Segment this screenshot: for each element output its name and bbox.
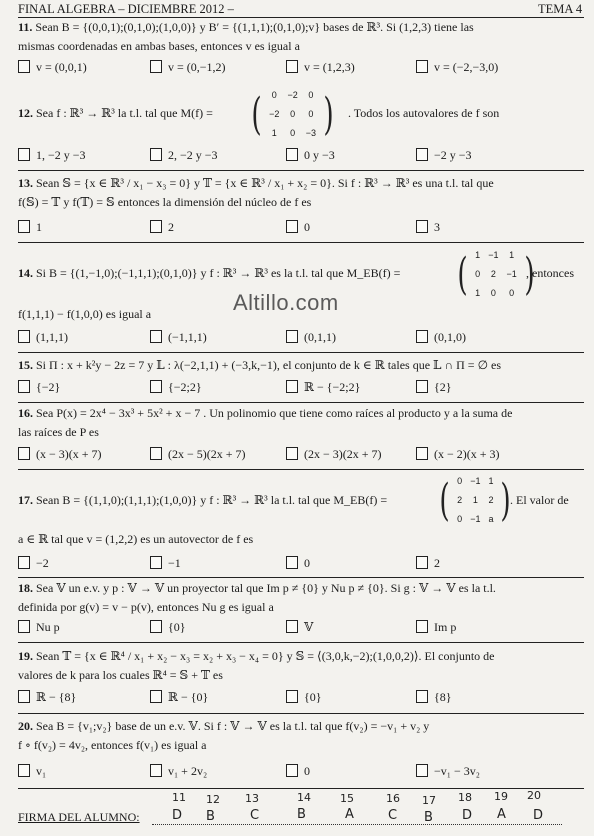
- options-19: [18, 690, 584, 708]
- option-d[interactable]: 3: [416, 220, 440, 235]
- question-number: 11.: [18, 20, 33, 34]
- options-11: [18, 60, 584, 78]
- question-text: Sea f : ℝ³ → ℝ³ la t.l. tal que M(f) =: [36, 106, 213, 120]
- answer-letter: A: [497, 807, 506, 822]
- option-a[interactable]: v = (0,0,1): [18, 60, 87, 75]
- checkbox[interactable]: [150, 620, 162, 633]
- option-d[interactable]: v = (−2,−3,0): [416, 60, 498, 75]
- option-c[interactable]: {0}: [286, 690, 322, 705]
- options-16: [18, 447, 584, 465]
- options-12: [18, 148, 584, 166]
- option-b[interactable]: 2: [150, 220, 174, 235]
- checkbox[interactable]: [18, 148, 30, 161]
- question-14: 14. Si B = {(1,−1,0);(−1,1,1);(0,1,0)} y f : ℝ³ → ℝ³ es la t.l. tal que M_EB(f) = ( 1 −1 1 0 2 −1 1 0 0 ) , entonces: [18, 244, 584, 302]
- question-12: 12. Sea f : ℝ³ → ℝ³ la t.l. tal que M(f) = ( 0 −2 0 −2 0 0 1 0 −3 ) . Todos los autovalores de f son: [18, 86, 584, 142]
- question-text: f(1,1,1) − f(1,0,0) es igual a: [18, 307, 152, 321]
- answer-number: 16: [386, 792, 400, 805]
- checkbox[interactable]: [150, 148, 162, 161]
- option-b[interactable]: {0}: [150, 620, 186, 635]
- question-text: mismas coordenadas en ambas bases, entonces v es igual a: [18, 39, 300, 53]
- answer-letter: B: [297, 807, 306, 822]
- divider: [18, 788, 584, 789]
- checkbox[interactable]: [150, 60, 162, 73]
- option-c[interactable]: 0: [286, 556, 310, 571]
- option-b[interactable]: (2x − 5)(2x + 7): [150, 447, 246, 462]
- checkbox[interactable]: [18, 620, 30, 633]
- option-d[interactable]: {8}: [416, 690, 452, 705]
- checkbox[interactable]: [18, 220, 30, 233]
- checkbox[interactable]: [416, 380, 428, 393]
- options-15: [18, 380, 584, 398]
- checkbox[interactable]: [18, 60, 30, 73]
- checkbox[interactable]: [416, 556, 428, 569]
- question-text: a ∈ ℝ tal que v = (1,2,2) es un autovector de f es: [18, 532, 254, 546]
- question-15: 15. Si Π : x + k²y − 2z = 7 y 𝕃 : λ(−2,1,1) + (−3,k,−1), el conjunto de k ∈ ℝ tales que 𝕃 ∩ Π = ∅ es: [18, 358, 502, 372]
- checkbox[interactable]: [416, 330, 428, 343]
- option-d[interactable]: 2: [416, 556, 440, 571]
- option-c[interactable]: 𝕍: [286, 620, 313, 635]
- option-a[interactable]: 1: [18, 220, 42, 235]
- answer-letter: D: [172, 808, 183, 823]
- checkbox[interactable]: [416, 690, 428, 703]
- answer-letter: C: [388, 808, 398, 823]
- checkbox[interactable]: [416, 447, 428, 460]
- answer-letter: B: [206, 809, 215, 824]
- option-d[interactable]: (x − 2)(x + 3): [416, 447, 500, 462]
- options-14: [18, 330, 584, 348]
- option-a[interactable]: 1, −2 y −3: [18, 148, 86, 163]
- option-c[interactable]: (2x − 3)(2x + 7): [286, 447, 382, 462]
- checkbox[interactable]: [286, 220, 298, 233]
- answer-number: 13: [245, 792, 259, 805]
- options-13: [18, 220, 584, 238]
- options-17: [18, 556, 584, 574]
- exam-title: FINAL ALGEBRA – DICIEMBRE 2012 –: [18, 2, 234, 16]
- checkbox[interactable]: [18, 330, 30, 343]
- checkbox[interactable]: [150, 330, 162, 343]
- signature-label: FIRMA DEL ALUMNO:: [18, 810, 140, 824]
- answer-number: 12: [206, 793, 220, 806]
- divider: [18, 402, 584, 403]
- checkbox[interactable]: [286, 620, 298, 633]
- checkbox[interactable]: [286, 60, 298, 73]
- checkbox[interactable]: [286, 380, 298, 393]
- checkbox[interactable]: [416, 220, 428, 233]
- divider: [18, 713, 584, 714]
- option-b[interactable]: {−2;2}: [150, 380, 202, 395]
- watermark: Altillo.com: [233, 290, 339, 315]
- signature-line: [152, 824, 562, 826]
- checkbox[interactable]: [150, 690, 162, 703]
- checkbox[interactable]: [286, 330, 298, 343]
- option-a[interactable]: v₁: [18, 764, 46, 779]
- answer-number: 19: [494, 790, 508, 803]
- option-a[interactable]: Nu p: [18, 620, 60, 635]
- option-b[interactable]: −1: [150, 556, 181, 571]
- option-b[interactable]: v = (0,−1,2): [150, 60, 226, 75]
- option-c[interactable]: v = (1,2,3): [286, 60, 355, 75]
- checkbox[interactable]: [150, 764, 162, 777]
- option-a[interactable]: −2: [18, 556, 49, 571]
- matrix-meb: ( 1 −1 1 0 2 −1 1 0 0 ): [457, 248, 535, 300]
- option-b[interactable]: (−1,1,1): [150, 330, 207, 345]
- checkbox[interactable]: [18, 690, 30, 703]
- option-d[interactable]: −2 y −3: [416, 148, 472, 163]
- option-b[interactable]: v₁ + 2v₂: [150, 764, 207, 779]
- checkbox[interactable]: [150, 380, 162, 393]
- checkbox[interactable]: [18, 380, 30, 393]
- answer-number: 17: [422, 794, 436, 807]
- checkbox[interactable]: [18, 556, 30, 569]
- checkbox[interactable]: [416, 60, 428, 73]
- checkbox[interactable]: [150, 220, 162, 233]
- matrix-m: ( 0 −2 0 −2 0 0 1 0 −3 ): [251, 88, 334, 140]
- checkbox[interactable]: [150, 556, 162, 569]
- answer-number: 20: [527, 789, 541, 802]
- answer-letter: C: [250, 808, 260, 823]
- answer-letter: B: [424, 810, 433, 825]
- question-19: 19. Sean 𝕋 = {x ∈ ℝ⁴ / x₁ + x₂ − x₃ = x₂ + x₃ − x₄ = 0} y 𝕊 = ⟨(3,0,k,−2);(1,0,0,2)⟩. El conjunto de valores de k para los cuales ℝ⁴ = 𝕊 + 𝕋 es: [18, 649, 495, 682]
- question-17: 17. Sean B = {(1,1,0);(1,1,1);(1,0,0)} y f : ℝ³ → ℝ³ la t.l. tal que M_EB(f) = ( 0 −1 1 2 1 2 0 −1 a ) . El valor de: [18, 470, 584, 528]
- checkbox[interactable]: [18, 447, 30, 460]
- checkbox[interactable]: [150, 447, 162, 460]
- answer-number: 15: [340, 792, 354, 805]
- question-16: 16. Sea P(x) = 2x⁴ − 3x³ + 5x² + x − 7 . Un polinomio que tiene como raíces al producto y a la suma de las raíces de P es: [18, 406, 513, 439]
- divider: [18, 577, 584, 578]
- divider: [18, 242, 584, 243]
- exam-tema: TEMA 4: [538, 2, 583, 16]
- checkbox[interactable]: [416, 764, 428, 777]
- checkbox[interactable]: [416, 620, 428, 633]
- divider: [18, 170, 584, 171]
- question-text: Sean B = {(0,0,1);(0,1,0);(1,0,0)} y B′ = {(1,1,1);(0,1,0);v} bases de ℝ³. Si (1,2,3) tiene las: [35, 20, 474, 34]
- option-d[interactable]: −v₁ − 3v₂: [416, 764, 480, 779]
- checkbox[interactable]: [18, 764, 30, 777]
- option-c[interactable]: 0: [286, 764, 310, 779]
- checkbox[interactable]: [286, 447, 298, 460]
- option-c[interactable]: (0,1,1): [286, 330, 336, 345]
- option-c[interactable]: 0: [286, 220, 310, 235]
- option-b[interactable]: ℝ − {0}: [150, 690, 208, 705]
- option-c[interactable]: 0 y −3: [286, 148, 335, 163]
- option-c[interactable]: ℝ − {−2;2}: [286, 380, 360, 395]
- question-13: 13. Sean 𝕊 = {x ∈ ℝ³ / x₁ − x₃ = 0} y 𝕋 = {x ∈ ℝ³ / x₁ + x₂ = 0}. Si f : ℝ³ → ℝ³ es una t.l. tal que f(𝕊) = 𝕋 y f(𝕋) = 𝕊 entonces la dimensión del núcleo de f es: [18, 176, 494, 209]
- question-11: [18, 18, 584, 56]
- answer-letter: D: [462, 808, 473, 823]
- question-text: . Todos los autovalores de f son: [348, 106, 500, 120]
- answer-number: 18: [458, 791, 472, 804]
- question-18: 18. Sea 𝕍 un e.v. y p : 𝕍 → 𝕍 un proyector tal que Im p ≠ {0} y Nu p ≠ {0}. Si g : 𝕍 → 𝕍 es la t.l. definida por g(v) = v − p(v), entonces Nu g es igual a: [18, 581, 496, 614]
- option-d[interactable]: (0,1,0): [416, 330, 466, 345]
- checkbox[interactable]: [286, 764, 298, 777]
- option-a[interactable]: {−2}: [18, 380, 60, 395]
- divider: [18, 352, 584, 353]
- options-20: [18, 764, 584, 782]
- checkbox[interactable]: [286, 690, 298, 703]
- answer-letter: D: [533, 808, 544, 823]
- matrix-meb: ( 0 −1 1 2 1 2 0 −1 a ): [439, 474, 512, 526]
- option-d[interactable]: {2}: [416, 380, 452, 395]
- option-a[interactable]: ℝ − {8}: [18, 690, 76, 705]
- question-20: 20. Sea B = {v₁;v₂} base de un e.v. 𝕍. Si f : 𝕍 → 𝕍 es la t.l. tal que f(v₂) = −v₁ + v₂ y f ∘ f(v₂) = 4v₂, entonces f(v₁) es igual a: [18, 719, 430, 752]
- option-b[interactable]: 2, −2 y −3: [150, 148, 218, 163]
- answer-number: 14: [297, 791, 311, 804]
- checkbox[interactable]: [286, 148, 298, 161]
- answer-number: 11: [172, 791, 186, 804]
- divider: [18, 642, 584, 643]
- checkbox[interactable]: [416, 148, 428, 161]
- options-18: [18, 620, 584, 638]
- answer-letter: A: [345, 807, 354, 822]
- option-a[interactable]: (x − 3)(x + 7): [18, 447, 102, 462]
- checkbox[interactable]: [286, 556, 298, 569]
- option-d[interactable]: Im p: [416, 620, 456, 635]
- option-a[interactable]: (1,1,1): [18, 330, 68, 345]
